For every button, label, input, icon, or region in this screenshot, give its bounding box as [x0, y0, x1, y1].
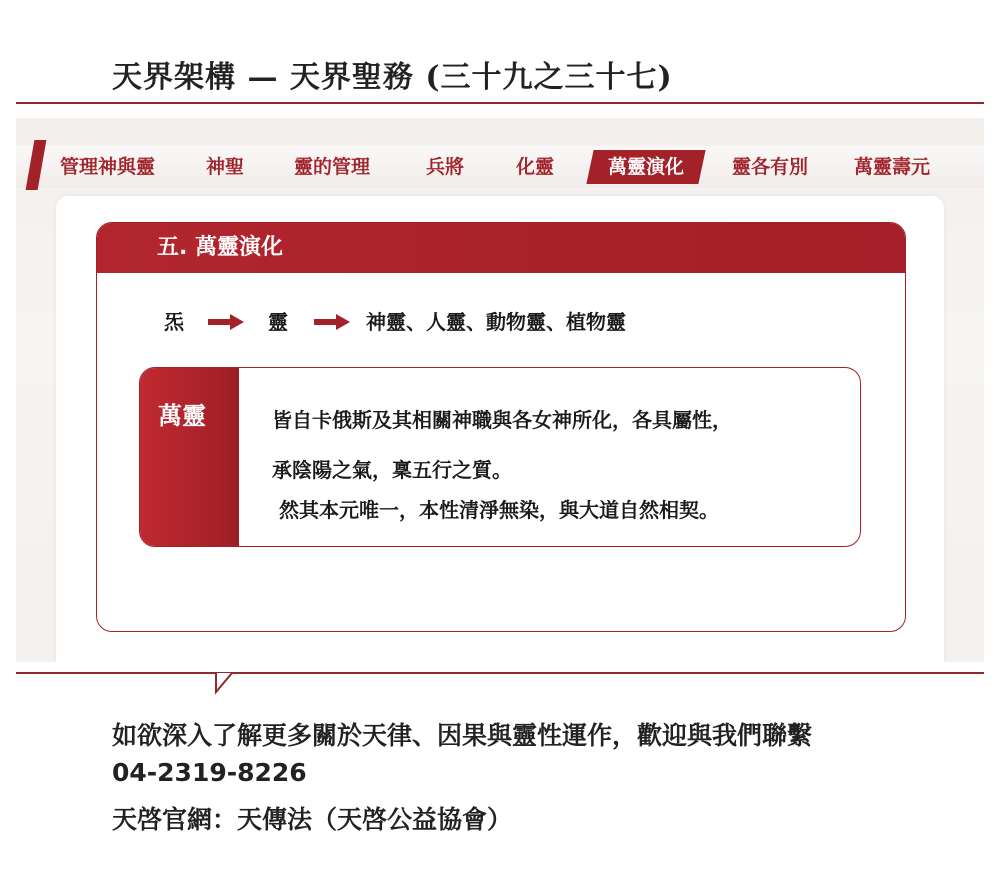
contact-text: 如欲深入了解更多關於天律、因果與靈性運作，歡迎與我們聯繫 — [112, 721, 813, 750]
definition-label: 萬靈 — [158, 402, 206, 430]
flow-arrow-icon — [314, 314, 350, 330]
flow-step-qi: 炁 — [164, 310, 184, 334]
tab-manage-gods-spirits[interactable]: 管理神與靈 — [60, 156, 156, 178]
definition-label-panel — [140, 368, 239, 546]
phone-number[interactable]: 04-2319-8226 — [112, 758, 307, 787]
tab-spirit-differences[interactable]: 靈各有別 — [732, 156, 809, 178]
tab-spirit-evolution-label: 萬靈演化 — [608, 156, 685, 178]
definition-line: 然其本元唯一，本性清淨無染，與大道自然相契。 — [272, 498, 719, 522]
definition-line: 皆自卡俄斯及其相關神職與各女神所化，各具屬性， — [272, 408, 732, 432]
footer-divider — [16, 672, 984, 674]
tab-spirit-management[interactable]: 靈的管理 — [294, 156, 371, 178]
tab-divine[interactable]: 神聖 — [206, 156, 245, 178]
flow-arrow-icon — [208, 314, 244, 330]
tab-spirit-evolution[interactable] — [586, 150, 705, 184]
flow-step-spirit-types: 神靈、人靈、動物靈、植物靈 — [366, 310, 626, 334]
tab-spirit-lifespan[interactable]: 萬靈壽元 — [854, 156, 931, 178]
website-text[interactable]: 天啓官網：天傳法（天啓公益協會） — [112, 805, 513, 834]
tab-soldiers[interactable]: 兵將 — [426, 156, 465, 178]
page-title: 天界架構 — 天界聖務 (三十九之三十七) — [112, 60, 673, 95]
definition-line: 承陰陽之氣，稟五行之質。 — [272, 458, 512, 482]
tab-bar — [16, 146, 984, 188]
tab-spirit-transformation[interactable]: 化靈 — [516, 156, 555, 178]
title-divider — [16, 102, 984, 104]
callout-pointer-icon — [212, 672, 236, 696]
section-heading: 五. 萬靈演化 — [97, 223, 905, 273]
flow-step-spirit: 靈 — [268, 310, 288, 334]
